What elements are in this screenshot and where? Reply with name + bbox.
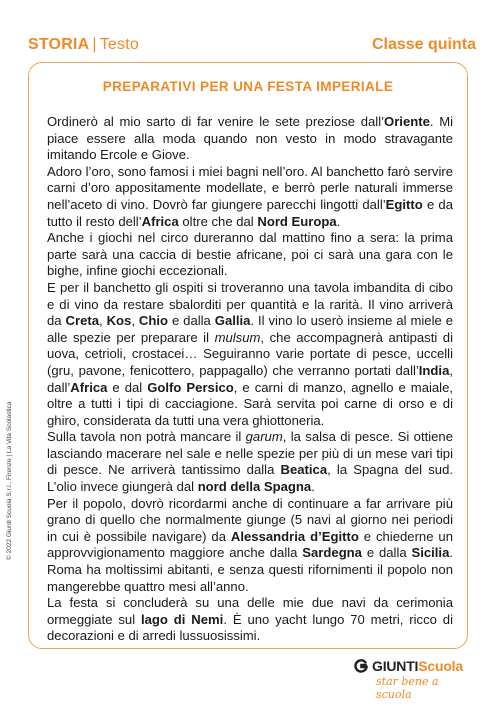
text-frame xyxy=(28,62,468,649)
text-run: , xyxy=(131,313,139,329)
text-run: Sulla tavola non potrà mancare il xyxy=(47,429,246,445)
class-level: Classe quinta xyxy=(371,36,476,53)
paragraph xyxy=(47,230,453,280)
text-run: , che accompagnerà antipasti di uova, cetrioli, crostacei… Seguiranno varie portate di pesce, uccelli (gru, pavone, fenicottero, pappagallo) che verranno portati dall’ xyxy=(47,329,454,378)
place-name: Sardegna xyxy=(302,545,362,561)
place-name: lago di Nemi xyxy=(141,611,224,627)
text-run: e da tutto il resto dell’ xyxy=(47,196,453,229)
place-name: Alessandria d’Egitto xyxy=(230,528,359,544)
logo-word-giunti: GIUNTI xyxy=(372,658,419,674)
logo-word-scuola: Scuola xyxy=(418,658,463,674)
text-run: Per il popolo, dovrò ricordarmi anche di continuare a far arrivare più grano di quello che normalmente giunge (5 navi al giorno nei periodi in cui è possibile navigare) da xyxy=(47,495,453,544)
place-name: Sicilia xyxy=(411,545,450,561)
place-name: Creta xyxy=(65,313,99,329)
text-run: . xyxy=(311,479,315,495)
text-run: La festa si concluderà su una delle mie due navi da cerimonia ormeggiate sul xyxy=(47,595,453,627)
paragraph xyxy=(47,280,453,429)
paragraph xyxy=(47,164,453,230)
text-run: , dall’ xyxy=(47,362,453,395)
text-run: e dal xyxy=(107,379,148,395)
text-run: Adoro l’oro, sono famosi i miei bagni nell’oro. Al banchetto farò servire carni d’oro appositamente modellate, e berrò perle naturali immerse nell’aceto di vino. Dovrò far giungere parecchi lingotti dall’ xyxy=(47,163,453,212)
giunti-scuola-logo xyxy=(354,658,470,701)
paragraph xyxy=(47,496,453,596)
document-title: PREPARATIVI PER UNA FESTA IMPERIALE xyxy=(102,79,394,94)
text-run: oltre che dal xyxy=(178,213,258,229)
text-run: Ordinerò al mio sarto di far venire le sete preziose dall’ xyxy=(47,114,385,129)
place-name: Africa xyxy=(70,379,108,395)
paragraph xyxy=(47,114,453,164)
text-run: , la salsa di pesce. Si ottiene lasciando macerare nel sale e nelle spezie per più di un mese vari tipi di pesce. Ne arriverà tantissimo dalla xyxy=(47,429,453,478)
place-name: Chio xyxy=(138,313,168,329)
text-run: e chiederne un approvvigionamento maggiore anche dalla xyxy=(47,528,453,561)
text-run: E per il banchetto gli ospiti si troveranno una tavola imbandita di cibo e di vino da restare sbalorditi per quantità e la rarità. Il vino arriverà da xyxy=(47,279,453,329)
subject-name: STORIA xyxy=(28,36,90,53)
text-run: . Mi piace essere alla moda quando non vesto in modo stravagante imitando Ercole e Giove. xyxy=(47,114,454,163)
text-run: . Roma ha moltissimi abitanti, e senza questi rifornimenti il popolo non mangerebbe quattro mesi all’anno. xyxy=(47,545,453,594)
place-name: Kos xyxy=(106,313,132,329)
place-name: India xyxy=(418,362,450,378)
place-name: Golfo Persico xyxy=(147,379,234,395)
place-name: Gallia xyxy=(214,313,251,329)
text-run: Anche i giochi nel circo dureranno dal mattino fino a sera: la prima parte sarà una caccia di bestie africane, poi ci sarà una gara con le bighe, infine giochi eccezionali. xyxy=(47,230,453,279)
place-name: Egitto xyxy=(385,196,423,212)
paragraph xyxy=(47,595,453,645)
document-type: Testo xyxy=(99,36,139,53)
place-name: Africa xyxy=(141,213,179,229)
header-separator: | xyxy=(92,36,97,53)
text-run: . È uno yacht lungo 70 metri, ricco di decorazioni e di arredi lussuosissimi. xyxy=(47,611,453,644)
page-header xyxy=(28,36,476,56)
text-run: . Il vino lo userò insieme al miele e alle spezie per preparare il xyxy=(47,313,453,345)
text-run: , xyxy=(99,313,107,329)
place-name: Oriente xyxy=(384,114,430,129)
place-name: Nord Europa xyxy=(257,213,337,229)
latin-term: mulsum xyxy=(214,329,261,345)
body-text xyxy=(47,114,453,645)
copyright-notice: © 2022 Giunti Scuola S.r.l., Firenze | La Vita Scolastica xyxy=(6,401,13,560)
text-run: . xyxy=(336,213,341,229)
text-run: , la Spagna del sud. L’olio invece giungerà dal xyxy=(47,462,454,495)
subject-label xyxy=(28,36,139,54)
logo-slogan: star bene a scuola xyxy=(376,675,439,701)
paragraph xyxy=(47,429,453,495)
text-run: , e carni di manzo, agnello e maiale, oltre a tutti i tipi di cacciagione. Sarà servita poi carne di orso e di ghiro, considerata da tutti una vera ghiottoneria. xyxy=(47,379,454,428)
place-name: Beatica xyxy=(280,462,328,478)
text-run: e dalla xyxy=(361,545,412,561)
text-run: e dalla xyxy=(168,313,215,329)
place-name: nord della Spagna xyxy=(197,479,312,495)
latin-term: garum xyxy=(245,429,283,445)
giunti-g-icon xyxy=(354,659,368,673)
